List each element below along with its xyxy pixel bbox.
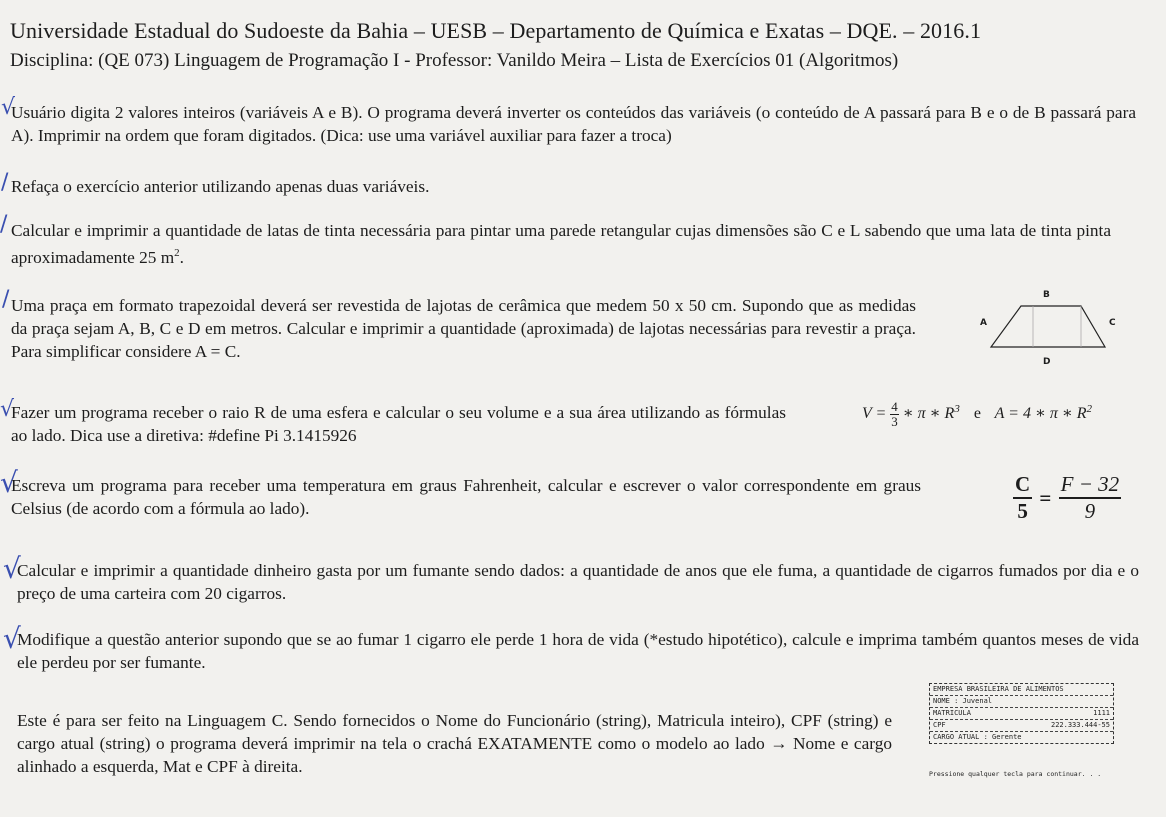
trapezoid-label-left: A (980, 318, 987, 328)
badge-row-mat: MATRICULA 1111 (930, 708, 1113, 720)
trapezoid-label-top: B (1043, 290, 1050, 300)
header-title: Universidade Estadual do Sudoeste da Bahia – UESB – Departamento de Química e Exatas – DQE. – 2016.1 (10, 18, 982, 43)
check-mark-icon: √ (0, 466, 18, 499)
question-7: Calcular e imprimir a quantidade dinheiro gasta por um fumante sendo dados: a quantidade de anos que ele fuma, a quantidade de cigarros fumados por dia e o preço de uma carteira com 20 cigarros. (17, 561, 1139, 603)
check-mark-icon: / (1, 170, 9, 195)
trapezoid-label-right: C (1109, 318, 1116, 328)
badge-row-cargo: CARGO ATUAL : Gerente (933, 733, 1022, 741)
question-4: Uma praça em formato trapezoidal deverá ser revestida de lajotas de cerâmica que medem 50 x 50 cm. Supondo que as medidas da praça sejam A, B, C e D em metros. Calcular e imprimir a quantidade (aproximada) de lajotas necessárias para revestir a praça. Para simplificar considere A = C. (11, 296, 916, 361)
check-mark-icon: / (2, 287, 10, 312)
check-mark-icon: √ (0, 397, 15, 422)
check-mark-icon: / (0, 212, 8, 237)
check-mark-icon: √ (3, 622, 21, 655)
check-mark-icon: √ (3, 552, 21, 585)
question-6: Escreva um programa para receber uma temperatura em graus Fahrenheit, calcular e escrever o valor correspondente em graus Celsius (de acordo com a fórmula ao lado). (11, 476, 921, 518)
badge-row-name: NOME : Juvenal (930, 696, 1113, 708)
question-9: Este é para ser feito na Linguagem C. Sendo fornecidos o Nome do Funcionário (string), Matricula inteiro), CPF (string) e cargo atual (string) o programa deverá imprimir na tela o crachá EXATAMENTE como o modelo ao lado → Nome e cargo alinhado a esquerda, Mat e CPF à direita. (17, 711, 892, 776)
question-2: Refaça o exercício anterior utilizando apenas duas variáveis. (11, 177, 430, 196)
check-mark-icon: √ (1, 95, 16, 120)
trapezoid-diagram (985, 292, 1115, 364)
badge-row-title: EMPRESA BRASILEIRA DE ALIMENTOS (930, 684, 1113, 696)
badge-row-cpf: CPF 222.333.444-55 (930, 720, 1113, 732)
question-3: Calcular e imprimir a quantidade de latas de tinta necessária para pintar uma parede retangular cujas dimensões são C e L sabendo que uma lata de tinta pinta aproximadamente 25 $m^2$. (11, 221, 1111, 267)
trapezoid-label-bottom: D (1043, 357, 1051, 367)
celsius-formula: $\frac{C}{5}$ = $\frac{F - 32}{9}$ (1015, 472, 1120, 523)
header-subtitle: Disciplina: (QE 073) Linguagem de Programação I - Professor: Vanildo Meira – Lista de Exercícios 01 (Algoritmos) (10, 50, 899, 71)
question-5: Fazer um programa receber o raio R de uma esfera e calcular o seu volume e a sua área utilizando as fórmulas ao lado. Dica use a diretiva: #define Pi 3.1415926 (11, 403, 786, 445)
sphere-formula: V = $\frac{4}{3}$ ∗ π ∗ $R^3$ e A = 4 ∗ π ∗ $R^2$ (862, 399, 1092, 429)
question-8: Modifique a questão anterior supondo que se ao fumar 1 cigarro ele perde 1 hora de vida (*estudo hipotético), calcule e imprima também quantos meses de vida ele perdeu por ser fumante. (17, 630, 1139, 672)
question-1: Usuário digita 2 valores inteiros (variáveis A e B). O programa deverá inverter os conteúdos das variáveis (o conteúdo de A passará para B e o de B passará para A). Imprimir na ordem que foram digitados. (Dica: use uma variável auxiliar para fazer a troca) (11, 103, 1136, 145)
badge-footer: Pressione qualquer tecla para continuar. . . (929, 770, 1102, 778)
badge-model (929, 683, 1114, 744)
